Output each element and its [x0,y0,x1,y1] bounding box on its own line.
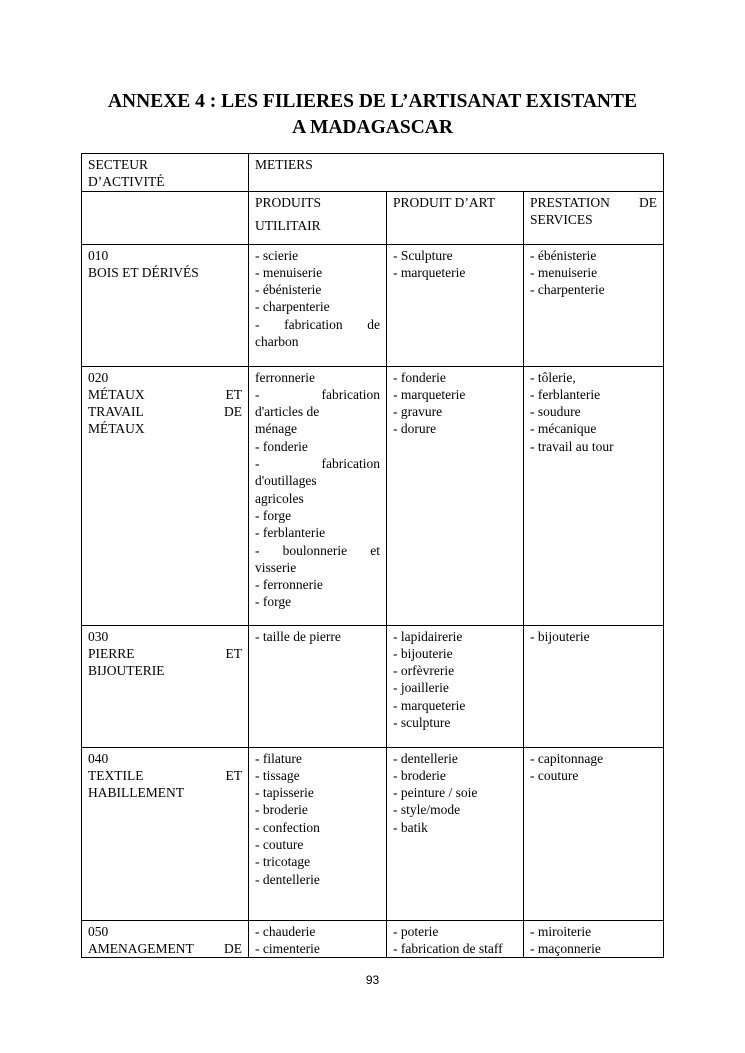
utilitaire-cell: - taille de pierre [249,625,387,747]
art-cell: - dentellerie - broderie - peinture / soie - style/mode - batik [387,747,524,920]
services-cell: - capitonnage - couture [524,747,664,920]
services-cell: - bijouterie [524,625,664,747]
table-header-row [82,154,664,192]
table-subheader-row [82,191,664,244]
header-produit-art: PRODUIT D’ART [387,191,524,244]
art-cell: - lapidairerie - bijouterie - orfèvrerie - joaillerie - marqueterie - sculpture [387,625,524,747]
crafts-table [81,153,664,958]
table-row [82,625,664,747]
header-empty-cell [82,191,249,244]
header-secteur: SECTEUR D’ACTIVITÉ [82,154,249,192]
art-cell: - fonderie - marqueterie - gravure - dorure [387,366,524,625]
table-row [82,747,664,920]
sector-cell: 040 TEXTILE ET HABILLEMENT [82,747,249,920]
title-line-1: ANNEXE 4 : LES FILIERES DE L’ARTISANAT EXISTANTE [107,91,638,112]
page-number: 93 [365,973,380,987]
header-produits-utilitaires: PRODUITS UTILITAIR [249,191,387,244]
services-cell: - ébénisterie - menuiserie - charpenterie [524,244,664,366]
header-prestation-services: PRESTATION DE SERVICES [524,191,664,244]
table-row [82,366,664,625]
art-cell: - poterie - fabrication de staff [387,920,524,958]
utilitaire-cell: - filature - tissage - tapisserie - broderie - confection - couture - tricotage - dentellerie [249,747,387,920]
utilitaire-cell: - scierie - menuiserie - ébénisterie - charpenterie - fabrication de charbon [249,244,387,366]
header-metiers: METIERS [249,154,664,192]
sector-cell: 050 AMENAGEMENT DE [82,920,249,958]
sector-cell: 020 MÉTAUX ET TRAVAIL DE MÉTAUX [82,366,249,625]
table-row [82,244,664,366]
sector-cell: 010 BOIS ET DÉRIVÉS [82,244,249,366]
table-row [82,920,664,958]
title-line-2: A MADAGASCAR [292,117,453,138]
art-cell: - Sculpture - marqueterie [387,244,524,366]
services-cell: - miroiterie - maçonnerie [524,920,664,958]
page-title [60,89,685,141]
services-cell: - tôlerie, - ferblanterie - soudure - mécanique - travail au tour [524,366,664,625]
utilitaire-cell: - chauderie - cimenterie [249,920,387,958]
sector-cell: 030 PIERRE ET BIJOUTERIE [82,625,249,747]
utilitaire-cell: ferronnerie - fabrication d'articles de ménage - fonderie - fabrication d'outillages agricoles - forge - ferblanterie - boulonnerie et visserie - ferronnerie - forge [249,366,387,625]
